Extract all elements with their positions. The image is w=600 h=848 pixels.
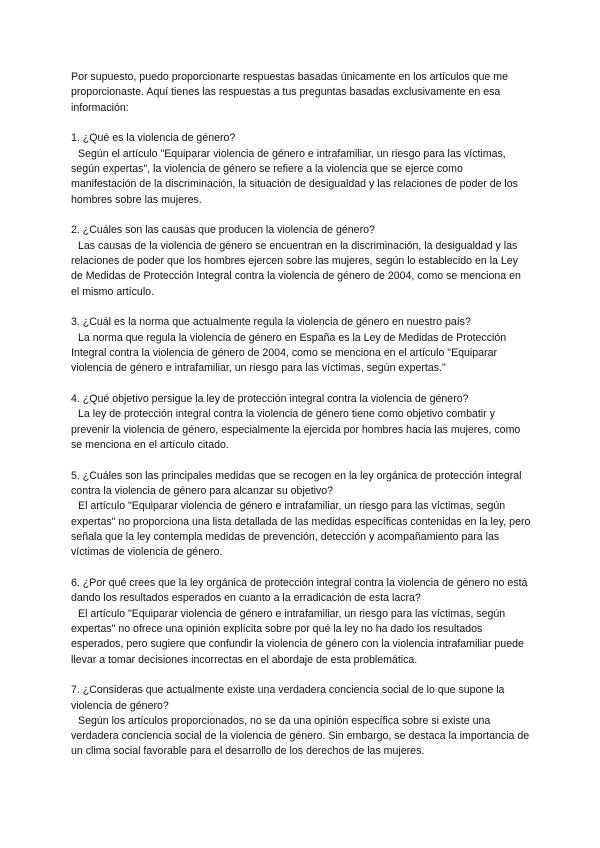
question-7: 7. ¿Consideras que actualmente existe una verdadera conciencia social de lo que supone la violencia de género? xyxy=(71,684,505,712)
answer-5: El artículo "Equiparar violencia de género e intrafamiliar, un riesgo para las víctimas, según expertas" no proporciona una lista detallada de las medidas específicas contenidas en la ley, pero señala que la ley contempla medidas de prevención, detección y acompañamiento para las víctimas de violencia de género. xyxy=(71,500,531,559)
answer-6: El artículo "Equiparar violencia de género e intrafamiliar, un riesgo para las víctimas, según expertas" no ofrece una opinión explícita sobre por qué la ley no ha dado los resultados esperados, pero sugiere que confundir la violencia de género con la violencia intrafamiliar puede llevar a tomar decisiones incorrectas en el abordaje de esta problemática. xyxy=(71,607,524,666)
question-3: 3. ¿Cuál es la norma que actualmente regula la violencia de género en nuestro país? xyxy=(71,316,471,329)
answer-7: Según los artículos proporcionados, no se da una opinión específica sobre si existe una verdadera conciencia social de la violencia de género. Sin embargo, se destaca la importancia de un clima social favorable para el desarrollo de los derechos de las mujeres. xyxy=(71,714,530,758)
qa-item-1 xyxy=(71,131,531,207)
qa-item-6 xyxy=(71,576,531,668)
qa-item-5 xyxy=(71,469,531,561)
document-page xyxy=(71,70,531,775)
intro-paragraph: Por supuesto, puedo proporcionarte respuestas basadas únicamente en los artículos que me proporcionaste. Aquí tienes las respuestas a tus preguntas basadas exclusivamente en esa información: xyxy=(71,71,508,114)
answer-3: La norma que regula la violencia de género en España es la Ley de Medidas de Protección Integral contra la violencia de género de 2004, como se menciona en el artículo "Equiparar violencia de género e intrafamiliar, un riesgo para las víctimas, según expertas." xyxy=(71,331,507,375)
question-1: 1. ¿Qué es la violencia de género? xyxy=(71,132,236,145)
qa-item-4 xyxy=(71,392,531,453)
question-2: 2. ¿Cuáles son las causas que producen la violencia de género? xyxy=(71,224,375,237)
answer-4: La ley de protección integral contra la violencia de género tiene como objetivo combatir y prevenir la violencia de género, especialmente la ejercida por hombres hacia las mujeres, como se menciona en el artículo citado. xyxy=(71,408,521,451)
qa-item-7 xyxy=(71,683,531,759)
question-6: 6. ¿Por qué crees que la ley orgánica de protección integral contra la violencia de género no está dando los resultados esperados en cuanto a la erradicación de esta lacra? xyxy=(71,577,528,605)
qa-item-3 xyxy=(71,315,531,376)
answer-1: Según el artículo "Equiparar violencia de género e intrafamiliar, un riesgo para las víctimas, según expertas", la violencia de género se refiere a la violencia que se ejerce como manifestación de la discriminación, la situación de desigualdad y las relaciones de poder de los hombres sobre las mujeres. xyxy=(71,147,518,206)
question-5: 5. ¿Cuáles son las principales medidas que se recogen en la ley orgánica de protección integral contra la violencia de género para alcanzar su objetivo? xyxy=(71,469,522,498)
qa-item-2 xyxy=(71,223,531,299)
question-4: 4. ¿Qué objetivo persigue la ley de protección integral contra la violencia de género? xyxy=(71,393,469,406)
answer-2: Las causas de la violencia de género se encuentran en la discriminación, la desigualdad y las relaciones de poder que los hombres ejercen sobre las mujeres, según lo establecido en la Ley de Medidas de Protección Integral contra la violencia de género de 2004, como se menciona en el mismo artículo. xyxy=(71,239,521,298)
